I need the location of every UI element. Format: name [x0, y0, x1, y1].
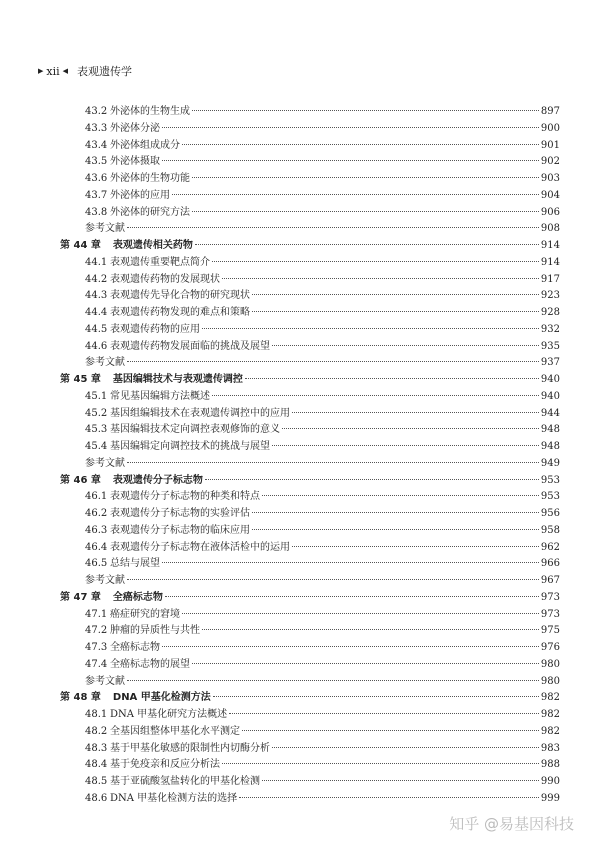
dot-leader [252, 529, 539, 530]
toc-page-number: 948 [540, 424, 560, 436]
dot-leader [252, 512, 539, 513]
triangle-right-icon: ▶ [38, 67, 44, 75]
dot-leader [127, 361, 539, 362]
toc-page-number: 956 [540, 508, 560, 519]
toc-page-number: 902 [540, 156, 560, 168]
dot-leader [212, 261, 539, 262]
toc-title: 表观遗传相关药物 [112, 240, 193, 251]
toc-page-number: 932 [540, 323, 560, 335]
toc-title: 基因组编辑技术在表观遗传调控中的应用 [110, 407, 290, 419]
toc-page-number: 980 [540, 658, 560, 670]
toc-section-row[interactable] [60, 288, 560, 305]
toc-number: 44.6 [85, 340, 108, 352]
toc-number: 43.8 [85, 206, 108, 218]
toc-title: 基因编辑技术定向调控表观修饰的意义 [110, 424, 280, 436]
toc-section-row[interactable] [60, 188, 560, 205]
toc-number: 47.2 [85, 625, 108, 637]
dot-leader [192, 110, 539, 111]
toc-page-number: 917 [540, 273, 560, 285]
dot-leader [162, 160, 539, 161]
book-title: 表观遗传学 [77, 65, 133, 78]
toc-section-row[interactable] [60, 339, 560, 356]
toc-section-row[interactable] [60, 791, 560, 808]
toc-page-number: 904 [540, 189, 560, 201]
toc-title: 总结与展望 [110, 558, 160, 570]
dot-leader [192, 663, 539, 664]
dot-leader [127, 680, 539, 681]
toc-page-number: 966 [540, 558, 560, 570]
dot-leader [212, 395, 539, 396]
dot-leader [202, 629, 539, 630]
toc-section-row[interactable] [60, 623, 560, 640]
toc-page-number: 906 [540, 206, 560, 218]
toc-number: 46.1 [85, 491, 108, 503]
toc-title: 外泌体分泌 [110, 122, 160, 134]
dot-leader [262, 780, 539, 781]
toc-title: 表观遗传药物发展面临的挑战及展望 [110, 340, 270, 352]
toc-title: 表观遗传分子标志物的临床应用 [110, 524, 250, 536]
dot-leader [252, 311, 539, 312]
toc-section-row[interactable] [60, 707, 560, 724]
toc-number: 第 46 章 [60, 474, 101, 486]
running-header [38, 63, 132, 79]
toc-section-row[interactable] [60, 439, 560, 456]
page-label: xii [46, 64, 60, 78]
toc-number: 46.2 [85, 508, 108, 519]
toc-number: 44.4 [85, 307, 108, 318]
toc-number: 第 44 章 [60, 240, 101, 251]
toc-number: 45.4 [85, 441, 108, 452]
toc-chapter-row[interactable] [60, 473, 560, 490]
toc-section-row[interactable] [60, 741, 560, 758]
toc-section-row[interactable] [60, 322, 560, 339]
dot-leader [242, 730, 539, 731]
toc-number: 44.2 [85, 273, 108, 285]
dot-leader [292, 546, 539, 547]
dot-leader [292, 412, 539, 413]
toc-chapter-row[interactable] [60, 238, 560, 255]
dot-leader [162, 127, 539, 128]
toc-chapter-row[interactable] [60, 372, 560, 389]
toc-section-row[interactable] [60, 272, 560, 289]
toc-section-row[interactable] [60, 540, 560, 557]
toc-title: 外泌体的研究方法 [110, 206, 190, 218]
toc-section-row[interactable] [60, 171, 560, 188]
toc-references-row[interactable] [60, 355, 560, 372]
toc-section-row[interactable] [60, 607, 560, 624]
toc-page-number: 958 [540, 524, 560, 536]
toc-title: DNA 甲基化研究方法概述 [110, 709, 228, 720]
table-of-contents [60, 104, 560, 808]
toc-title: 参考文献 [85, 675, 125, 687]
toc-title: 全癌标志物 [110, 642, 160, 653]
toc-title: 外泌体的生物功能 [110, 173, 190, 184]
toc-page-number: 937 [540, 357, 560, 369]
dot-leader [162, 646, 539, 647]
toc-number: 43.6 [85, 173, 108, 184]
toc-number: 46.4 [85, 541, 108, 553]
watermark: 知乎 @易基因科技 [449, 815, 574, 833]
toc-page-number: 948 [540, 441, 560, 452]
dot-leader [162, 562, 539, 563]
toc-title: 基于甲基化敏感的限制性内切酶分析 [110, 742, 270, 754]
toc-section-row[interactable] [60, 104, 560, 121]
toc-page-number: 908 [540, 223, 560, 235]
toc-title: 外泌体的应用 [110, 189, 170, 201]
toc-page-number: 903 [540, 173, 560, 184]
toc-title: 外泌体组成成分 [110, 139, 180, 151]
toc-title: 表观遗传重要靶点简介 [110, 256, 210, 268]
dot-leader [127, 579, 539, 580]
dot-leader [202, 328, 539, 329]
dot-leader [239, 797, 539, 798]
toc-section-row[interactable] [60, 422, 560, 439]
toc-page-number: 980 [540, 675, 560, 687]
toc-page-number: 935 [540, 340, 560, 352]
toc-number: 44.5 [85, 323, 108, 335]
toc-page-number: 940 [540, 390, 560, 402]
toc-page-number: 976 [540, 642, 560, 653]
toc-section-row[interactable] [60, 406, 560, 423]
toc-title: 参考文献 [85, 223, 125, 235]
toc-title: 基于亚硫酸氢盐转化的甲基化检测 [110, 776, 260, 787]
dot-leader [272, 345, 539, 346]
toc-references-row[interactable] [60, 221, 560, 238]
toc-page-number: 949 [540, 457, 560, 469]
toc-chapter-row[interactable] [60, 590, 560, 607]
toc-page-number: 982 [540, 692, 560, 704]
toc-page-number: 967 [540, 575, 560, 586]
dot-leader [272, 445, 539, 446]
toc-section-row[interactable] [60, 154, 560, 171]
toc-title: 表观遗传药物的发展现状 [110, 273, 220, 285]
toc-page-number: 900 [540, 122, 560, 134]
toc-page-number: 897 [540, 106, 560, 117]
toc-number: 第 45 章 [60, 374, 101, 385]
toc-page-number: 975 [540, 625, 560, 637]
toc-title: 参考文献 [85, 357, 125, 369]
dot-leader [229, 713, 539, 714]
toc-title: 全癌标志物的展望 [110, 658, 190, 670]
toc-title: DNA 甲基化检测方法 [112, 692, 211, 704]
toc-number: 48.1 [85, 709, 108, 720]
toc-number: 第 48 章 [60, 692, 101, 704]
toc-section-row[interactable] [60, 724, 560, 741]
toc-number: 48.2 [85, 725, 108, 737]
toc-page-number: 953 [540, 491, 560, 503]
toc-number: 45.3 [85, 424, 108, 436]
toc-section-row[interactable] [60, 506, 560, 523]
toc-page-number: 914 [540, 256, 560, 268]
dot-leader [252, 294, 539, 295]
toc-number: 47.1 [85, 608, 108, 620]
toc-chapter-row[interactable] [60, 690, 560, 707]
toc-title: 表观遗传分子标志物 [112, 474, 203, 486]
toc-title: 全癌标志物 [112, 591, 163, 603]
toc-number: 47.3 [85, 642, 108, 653]
toc-number: 44.3 [85, 290, 108, 302]
triangle-left-icon: ◀ [62, 67, 69, 75]
toc-references-row[interactable] [60, 456, 560, 473]
toc-page-number: 973 [540, 591, 560, 603]
dot-leader [182, 144, 539, 145]
toc-section-row[interactable] [60, 121, 560, 138]
toc-number: 46.5 [85, 558, 108, 570]
toc-section-row[interactable] [60, 523, 560, 540]
toc-number: 44.1 [85, 256, 108, 268]
dot-leader [192, 177, 539, 178]
toc-title: 外泌体的生物生成 [110, 106, 190, 117]
toc-number: 48.6 [85, 792, 108, 804]
toc-page-number: 962 [540, 541, 560, 553]
toc-title: 基因编辑定向调控技术的挑战与展望 [110, 441, 270, 452]
toc-title: 基因编辑技术与表观遗传调控 [112, 374, 243, 385]
toc-title: 常见基因编辑方法概述 [110, 390, 210, 402]
toc-page-number: 983 [540, 742, 560, 754]
toc-number: 43.3 [85, 122, 108, 134]
toc-title: 表观遗传药物的应用 [110, 323, 200, 335]
toc-title: 表观遗传先导化合物的研究现状 [110, 290, 250, 302]
toc-title: 表观遗传分子标志物的种类和特点 [110, 491, 260, 503]
toc-number: 47.4 [85, 658, 108, 670]
toc-page-number: 923 [540, 290, 560, 302]
toc-title: 基于免疫亲和反应分析法 [110, 759, 220, 771]
toc-title: 肿瘤的异质性与共性 [110, 625, 200, 637]
dot-leader [213, 696, 539, 697]
toc-number: 45.1 [85, 390, 108, 402]
dot-leader [127, 227, 539, 228]
toc-page-number: 988 [540, 759, 560, 771]
toc-section-row[interactable] [60, 657, 560, 674]
toc-page-number: 928 [540, 307, 560, 318]
toc-section-row[interactable] [60, 205, 560, 222]
toc-number: 43.5 [85, 156, 108, 168]
toc-number: 第 47 章 [60, 591, 101, 603]
toc-page-number: 990 [540, 776, 560, 787]
toc-number: 48.5 [85, 776, 108, 787]
dot-leader [222, 763, 539, 764]
toc-number: 43.4 [85, 139, 108, 151]
toc-number: 43.7 [85, 189, 108, 201]
toc-page-number: 982 [540, 725, 560, 737]
toc-title: 癌症研究的窘境 [110, 608, 180, 620]
toc-title: 参考文献 [85, 457, 125, 469]
toc-section-row[interactable] [60, 489, 560, 506]
toc-section-row[interactable] [60, 389, 560, 406]
toc-number: 46.3 [85, 524, 108, 536]
toc-page-number: 999 [540, 792, 560, 804]
dot-leader [222, 278, 539, 279]
toc-section-row[interactable] [60, 255, 560, 272]
toc-title: 外泌体摄取 [110, 156, 160, 168]
dot-leader [127, 462, 539, 463]
dot-leader [182, 613, 539, 614]
toc-page-number: 973 [540, 608, 560, 620]
toc-section-row[interactable] [60, 138, 560, 155]
toc-title: DNA 甲基化检测方法的选择 [110, 792, 238, 804]
dot-leader [205, 479, 539, 480]
toc-references-row[interactable] [60, 674, 560, 691]
toc-title: 表观遗传分子标志物的实验评估 [110, 508, 250, 519]
dot-leader [282, 428, 539, 429]
toc-page-number: 944 [540, 407, 560, 419]
toc-page-number: 901 [540, 139, 560, 151]
toc-section-row[interactable] [60, 640, 560, 657]
toc-section-row[interactable] [60, 757, 560, 774]
dot-leader [272, 747, 539, 748]
toc-section-row[interactable] [60, 556, 560, 573]
toc-page-number: 982 [540, 709, 560, 720]
toc-section-row[interactable] [60, 774, 560, 791]
dot-leader [262, 495, 539, 496]
toc-page-number: 914 [540, 240, 560, 251]
dot-leader [245, 378, 539, 379]
toc-number: 45.2 [85, 407, 108, 419]
dot-leader [172, 194, 539, 195]
toc-title: 表观遗传分子标志物在液体活检中的运用 [110, 541, 290, 553]
toc-title: 参考文献 [85, 575, 125, 586]
toc-page-number: 953 [540, 474, 560, 486]
toc-page-number: 940 [540, 374, 560, 385]
toc-number: 48.4 [85, 759, 108, 771]
dot-leader [165, 596, 539, 597]
toc-section-row[interactable] [60, 305, 560, 322]
toc-number: 48.3 [85, 742, 108, 754]
toc-references-row[interactable] [60, 573, 560, 590]
toc-title: 表观遗传药物发现的难点和策略 [110, 307, 250, 318]
toc-number: 43.2 [85, 106, 108, 117]
toc-title: 全基因组整体甲基化水平测定 [110, 725, 240, 737]
dot-leader [195, 244, 539, 245]
dot-leader [192, 211, 539, 212]
